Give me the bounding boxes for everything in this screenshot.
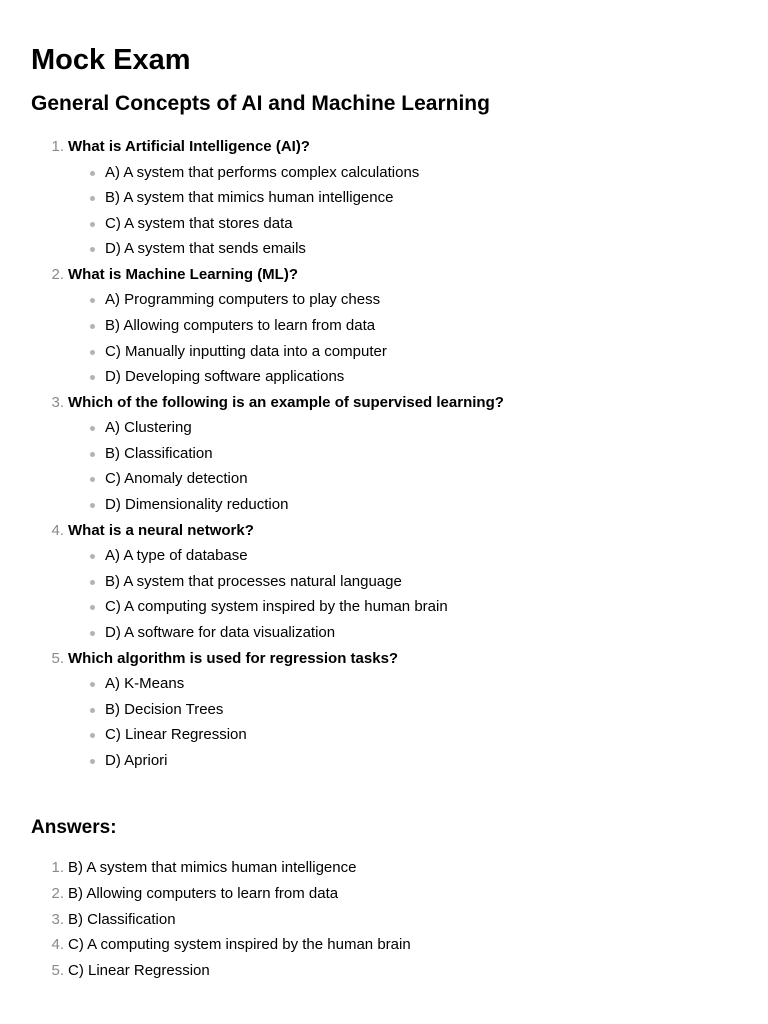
option-text: B) Decision Trees: [105, 700, 224, 718]
option-text: B) Classification: [105, 444, 213, 462]
bullet-icon: [90, 426, 95, 431]
option-item: [68, 492, 737, 518]
option-text: D) Apriori: [105, 751, 168, 769]
option-item: [68, 594, 737, 620]
option-text: D) Dimensionality reduction: [105, 496, 289, 514]
option-text: C) A system that stores data: [105, 214, 293, 232]
option-text: A) A system that performs complex calculations: [105, 163, 420, 181]
answer-list: [31, 855, 737, 983]
answer-number: 1.: [51, 859, 64, 877]
bullet-icon: [90, 682, 95, 687]
question-text: What is Artificial Intelligence (AI)?: [68, 138, 310, 155]
option-text: C) Manually inputting data into a computer: [105, 342, 387, 360]
option-text: D) Developing software applications: [105, 368, 345, 386]
bullet-icon: [90, 733, 95, 738]
answer-item: [31, 907, 737, 933]
option-text: D) A software for data visualization: [105, 623, 336, 641]
bullet-icon: [90, 759, 95, 764]
bullet-icon: [90, 298, 95, 303]
bullet-icon: [90, 324, 95, 329]
option-item: [68, 364, 737, 390]
bullet-icon: [90, 375, 95, 380]
question-number: 1.: [51, 138, 64, 155]
answer-item: [31, 932, 737, 958]
bullet-icon: [90, 631, 95, 636]
question-item: [31, 262, 737, 390]
option-text: A) Programming computers to play chess: [105, 291, 381, 309]
question-text: Which algorithm is used for regression tasks?: [68, 649, 399, 667]
question-text: What is Machine Learning (ML)?: [68, 265, 299, 283]
question-number: 2.: [51, 265, 64, 283]
question-number: 3.: [51, 393, 64, 411]
answer-item: [31, 881, 737, 907]
bullet-icon: [90, 580, 95, 585]
bullet-icon: [90, 554, 95, 559]
option-list: [68, 543, 737, 645]
option-item: [68, 415, 737, 441]
answers-heading: Answers:: [31, 817, 117, 839]
option-list: [68, 415, 737, 517]
question-number: 4.: [51, 521, 64, 539]
option-list: [68, 160, 737, 262]
option-text: C) Linear Regression: [105, 726, 247, 744]
answer-number: 2.: [51, 884, 64, 902]
option-item: [68, 722, 737, 748]
question-number: 5.: [51, 649, 64, 667]
option-item: [68, 569, 737, 595]
option-text: A) A type of database: [105, 547, 248, 565]
question-text: What is a neural network?: [68, 521, 254, 539]
answer-text: C) A computing system inspired by the human brain: [68, 936, 411, 954]
bullet-icon: [90, 171, 95, 176]
question-item: [31, 134, 737, 262]
option-item: [68, 671, 737, 697]
option-item: [68, 313, 737, 339]
option-item: [68, 748, 737, 774]
option-list: [68, 671, 737, 773]
question-text: Which of the following is an example of supervised learning?: [68, 393, 504, 411]
answer-text: B) A system that mimics human intelligence: [68, 859, 357, 877]
option-text: B) A system that mimics human intelligence: [105, 189, 394, 207]
bullet-icon: [90, 452, 95, 457]
page-title: Mock Exam: [31, 44, 191, 76]
bullet-icon: [90, 247, 95, 252]
question-item: [31, 646, 737, 774]
section-heading: General Concepts of AI and Machine Learning: [31, 92, 490, 115]
option-item: [68, 160, 737, 186]
answer-number: 5.: [51, 961, 64, 979]
question-item: [31, 518, 737, 646]
option-text: D) A system that sends emails: [105, 240, 306, 258]
answer-text: C) Linear Regression: [68, 961, 210, 979]
question-list: [31, 134, 737, 773]
option-item: [68, 236, 737, 262]
answer-item: [31, 958, 737, 984]
bullet-icon: [90, 477, 95, 482]
option-text: B) A system that processes natural language: [105, 572, 402, 590]
bullet-icon: [90, 503, 95, 508]
answer-number: 4.: [51, 936, 64, 954]
question-item: [31, 390, 737, 518]
option-item: [68, 441, 737, 467]
option-item: [68, 287, 737, 313]
option-item: [68, 543, 737, 569]
bullet-icon: [90, 350, 95, 355]
option-item: [68, 697, 737, 723]
option-text: B) Allowing computers to learn from data: [105, 316, 376, 334]
bullet-icon: [90, 196, 95, 201]
answer-text: B) Allowing computers to learn from data: [68, 884, 339, 902]
option-item: [68, 466, 737, 492]
option-text: A) Clustering: [105, 419, 192, 437]
answer-item: [31, 855, 737, 881]
option-item: [68, 339, 737, 365]
option-text: A) K-Means: [105, 675, 185, 692]
bullet-icon: [90, 605, 95, 610]
answer-number: 3.: [51, 910, 64, 928]
option-text: C) Anomaly detection: [105, 470, 248, 488]
bullet-icon: [90, 222, 95, 227]
option-item: [68, 185, 737, 211]
option-text: C) A computing system inspired by the human brain: [105, 598, 448, 616]
option-item: [68, 211, 737, 237]
bullet-icon: [90, 708, 95, 713]
option-item: [68, 620, 737, 646]
answer-text: B) Classification: [68, 910, 176, 928]
option-list: [68, 287, 737, 389]
